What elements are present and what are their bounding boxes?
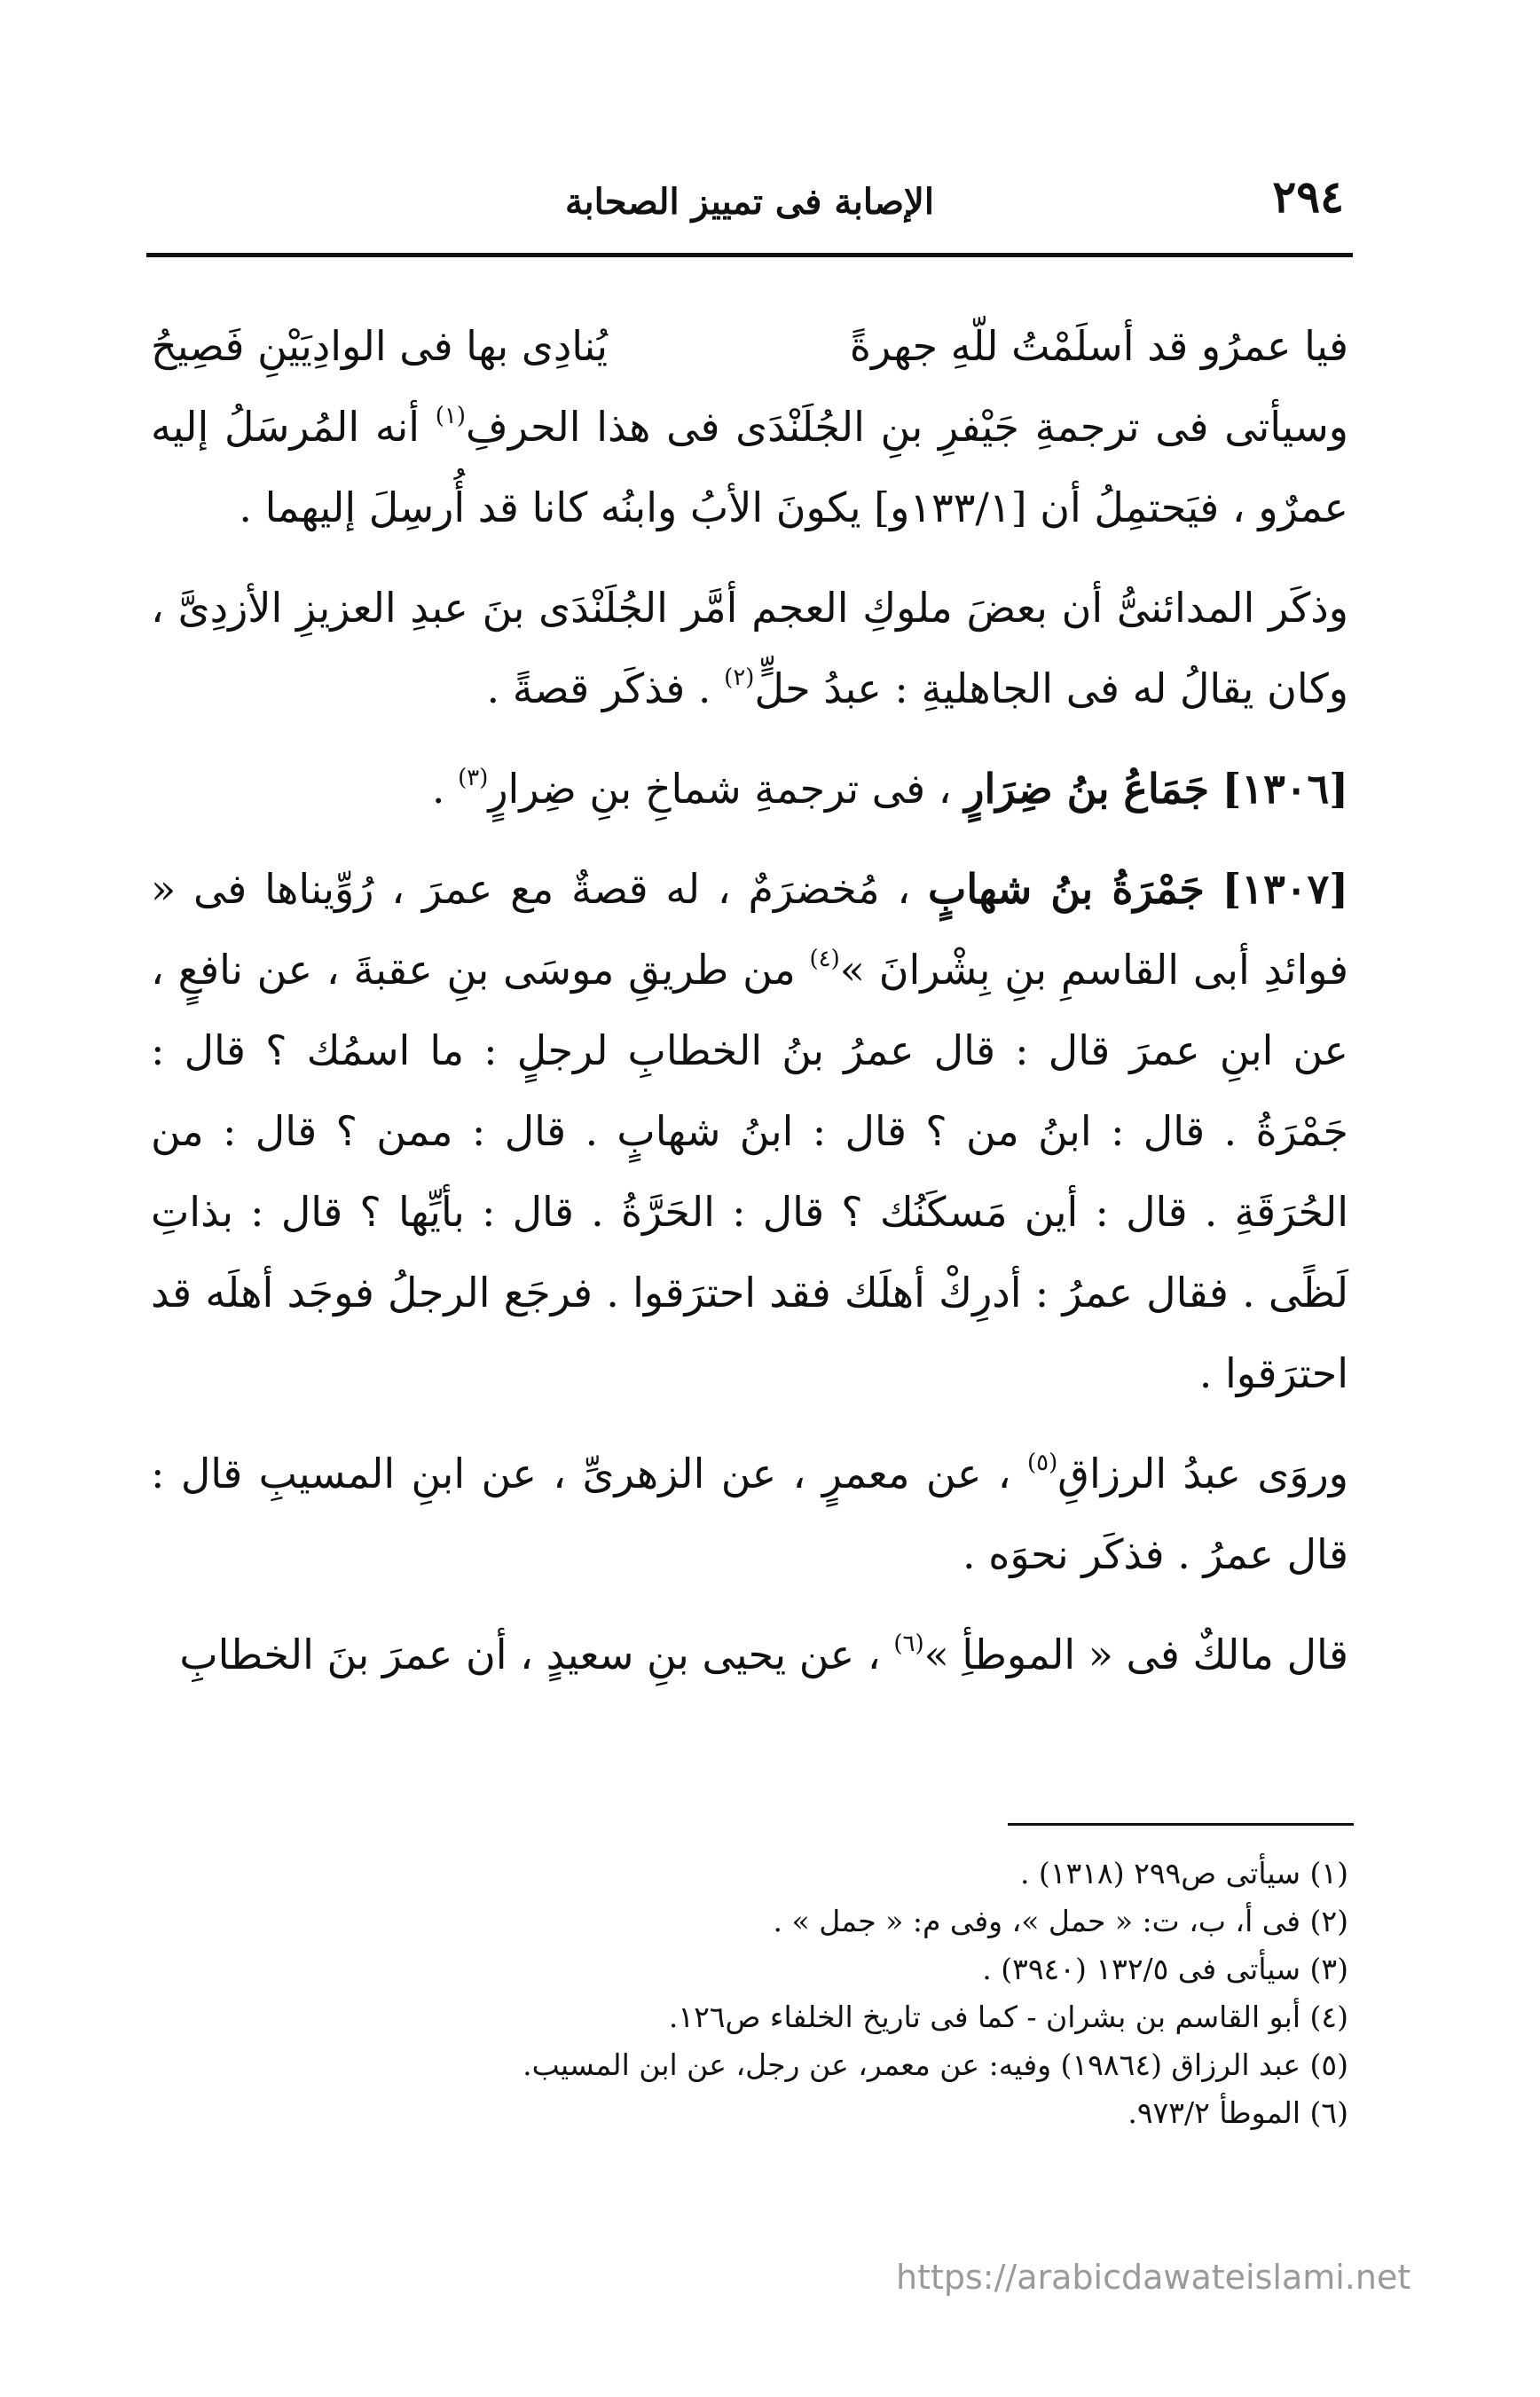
watermark-url: https://arabicdawateislami.net	[896, 2258, 1411, 2297]
main-text	[151, 306, 1348, 1695]
footnote-3: (٣) سيأتى فى ١٣٢/٥ (٣٩٤٠) .	[982, 1952, 1348, 1986]
entry-1307: [١٣٠٧] جَمْرَةُ بنُ شهابٍ ، مُخضرَمٌ ، له قصةٌ مع عمرَ ، رُوِّيناها فى « فوائدِ أبى القاسمِ بنِ بِشْرانَ »$^{(٤)}$ من طريقِ موسَى بنِ عقبةَ ، عن نافعٍ ، عن ابنِ عمرَ قال : قال عمرُ بنُ الخطابِ لرجلٍ : ما اسمُك ؟ قال : جَمْرَةُ . قال : ابنُ من ؟ قال : ابنُ شهابٍ . قال : ممن ؟ قال : من الحُرَقَةِ . قال : أين مَسكَنُك ؟ قال : الحَرَّةُ . قال : بأيِّها ؟ قال : بذاتِ لَظًى . فقال عمرُ : أدرِكْ أهلَك فقد احترَقوا . فرجَع الرجلُ فوجَد أهلَه قد احترَقوا .	[151, 865, 1349, 1397]
header-rule	[146, 253, 1353, 257]
paragraph-abdurrazzaq: وروَى عبدُ الرزاقِ$^{(٥)}$ ، عن معمرٍ ، عن الزهرىِّ ، عن ابنِ المسيبِ قال : قال عمرُ . فذكَر نحوَه .	[151, 1449, 1348, 1578]
footnote-ref-3[interactable]: (٣)	[458, 764, 489, 791]
footnote-ref-5[interactable]: (٥)	[1026, 1449, 1058, 1476]
footnote-2: (٢) فى أ، ب، ت: « حمل »، وفى م: « جمل » .	[773, 1904, 1348, 1938]
paragraph-jayfar: وسيأتى فى ترجمةِ جَيْفرِ بنِ الجُلَنْدَى فى هذا الحرفِ$^{(١)}$ أنه المُرسَلُ إليه عمرٌو ، فيَحتمِلُ أن [١٣٣/١و] يكونَ الأبُ وابنُه كانا قد أُرسِلَ إليهما .	[151, 402, 1348, 531]
footnote-ref-2[interactable]: (٢)	[724, 664, 755, 691]
entry-number: [١٣٠٦]	[1222, 765, 1348, 813]
verse-second-half: يُنادِى بها فى الوادِيَيْنِ فَصِيحُ	[151, 322, 609, 370]
entry-number: [١٣٠٧]	[1222, 865, 1348, 913]
footnote-6: (٦) الموطأ ٩٧٣/٢.	[1128, 2095, 1348, 2130]
entry-name: جَمَاعُ بنُ ضِرَارٍ	[964, 765, 1210, 813]
paragraph-malik: قال مالكٌ فى « الموطأِ »$^{(٦)}$ ، عن يحيى بنِ سعيدٍ ، أن عمرَ بنَ الخطابِ	[179, 1630, 1348, 1678]
entry-name: جَمْرَةُ بنُ شهابٍ	[928, 865, 1205, 913]
footnote-4: (٤) أبو القاسم بن بشران - كما فى تاريخ الخلفاء ص١٢٦.	[668, 2000, 1348, 2034]
footnote-separator	[1008, 1823, 1354, 1826]
page-header	[146, 160, 1353, 257]
footnote-ref-1[interactable]: (١)	[435, 402, 467, 429]
verse-first-half: فيا عمرُو قد أسلَمْتُ للّهِ جهرةً	[849, 322, 1348, 370]
footnote-ref-6[interactable]: (٦)	[893, 1630, 924, 1657]
poetry-verse	[151, 306, 1348, 387]
footnotes	[151, 1850, 1348, 2137]
paragraph-madaini: وذكَر المدائنىُّ أن بعضَ ملوكِ العجم أمَّر الجُلَنْدَى بنَ عبدِ العزيزِ الأزدِىَّ ، وكان يقالُ له فى الجاهليةِ : عبدُ حلٍّ$^{(٢)}$ . فذكَر قصةً .	[151, 584, 1348, 712]
footnote-5: (٥) عبد الرزاق (١٩٨٦٤) وفيه: عن معمر، عن رجل، عن ابن المسيب.	[522, 2047, 1348, 2082]
running-title: الإصابة فى تمييز الصحابة	[565, 181, 934, 223]
entry-1306: [١٣٠٦] جَمَاعُ بنُ ضِرَارٍ ، فى ترجمةِ شماخِ بنِ ضِرارٍ$^{(٣)}$ .	[431, 764, 1348, 813]
page-number: ٢٩٤	[1272, 170, 1344, 223]
footnote-ref-4[interactable]: (٤)	[809, 945, 840, 972]
footnote-1: (١) سيأتى ص٢٩٩ (١٣١٨) .	[1019, 1856, 1348, 1890]
